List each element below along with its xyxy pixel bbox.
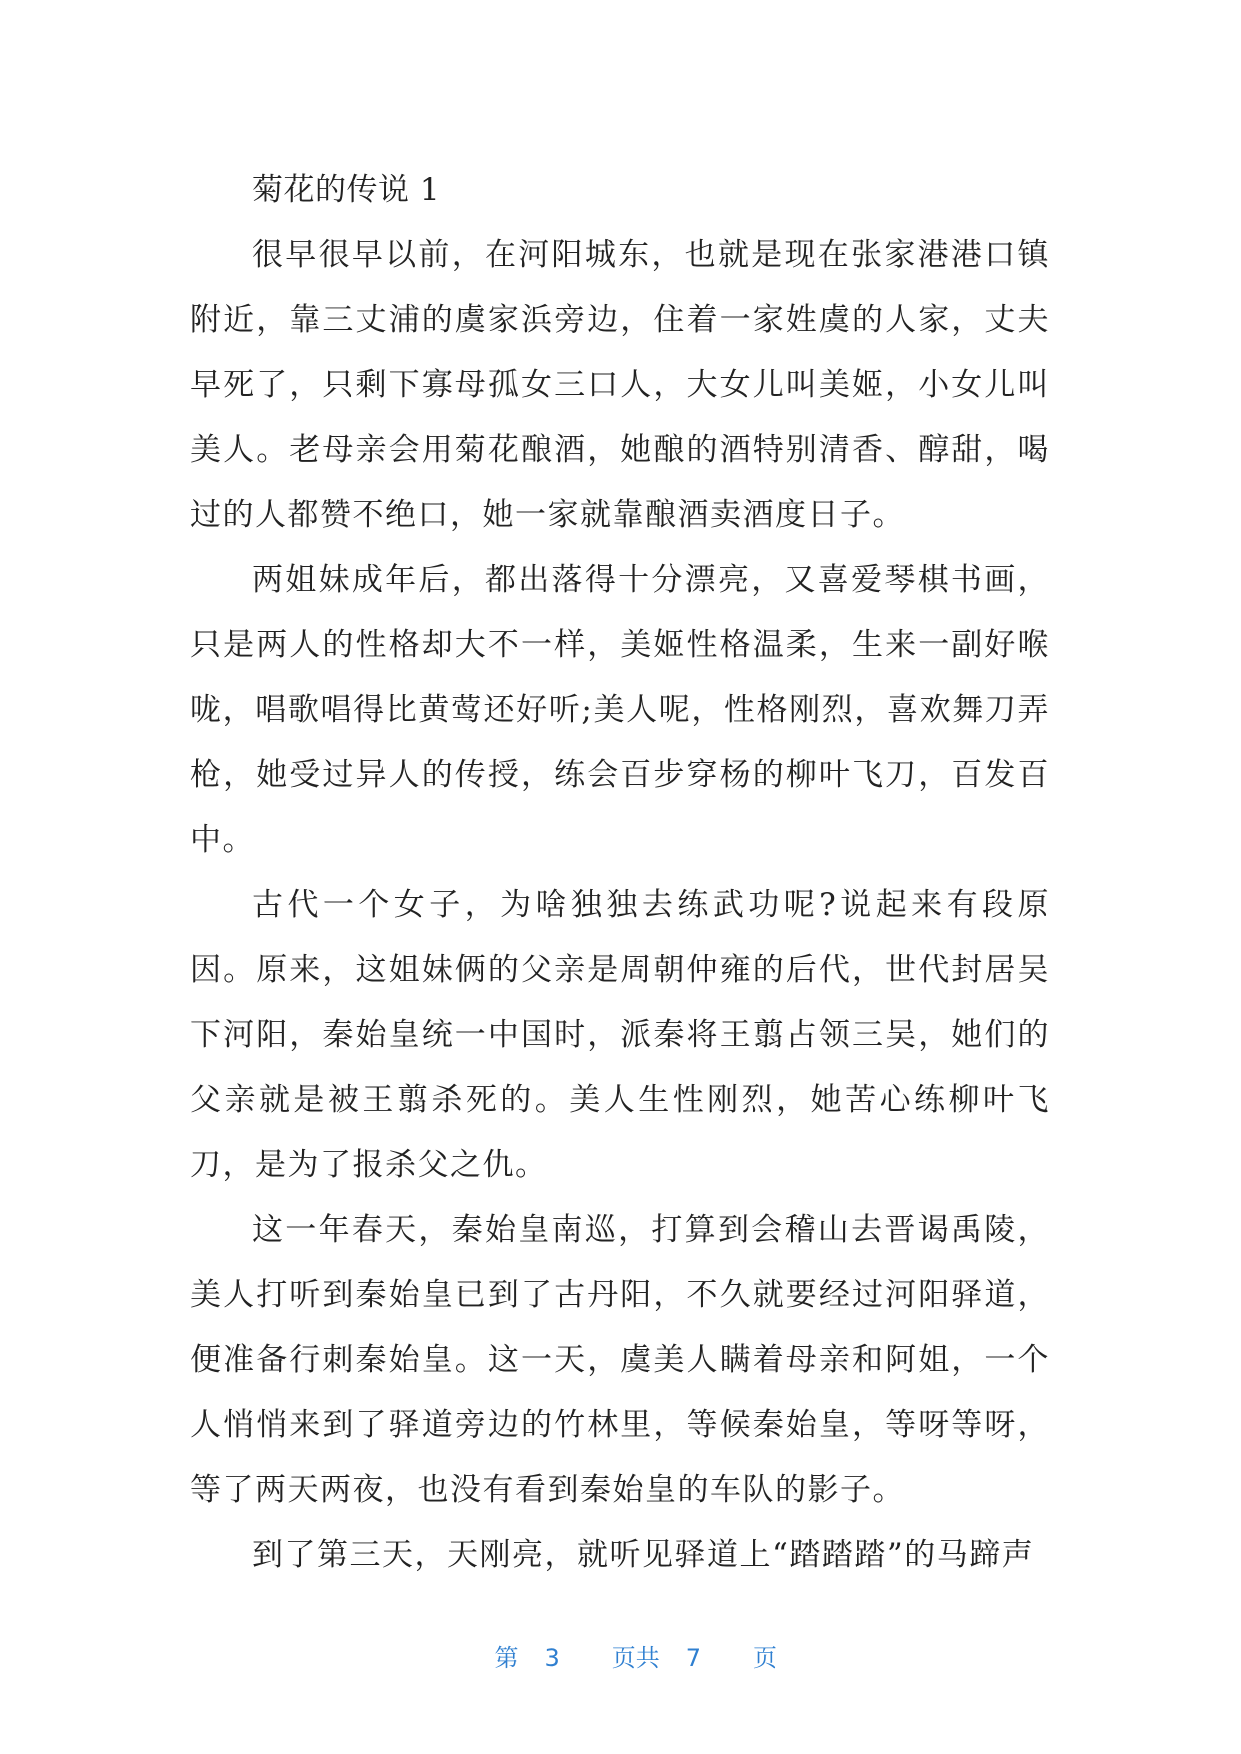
section-title: 菊花的传说 1 [252, 172, 441, 208]
paragraph-4: 这一年春天，秦始皇南巡，打算到会稽山去晋谒禹陵，美人打听到秦始皇已到了古丹阳，不久就要经过河阳驿道，便准备行刺秦始皇。这一天，虞美人瞒着母亲和阿姐，一个人悄悄来到了驿道旁边的竹林里，等候秦始皇，等呀等呀，等了两天两夜，也没有看到秦始皇的车队的影子。 [190, 1212, 1050, 1508]
paragraph-5: 到了第三天，天刚亮，就听见驿道上“踏踏踏”的马蹄声 [252, 1537, 1035, 1573]
paragraph-2: 两姐妹成年后，都出落得十分漂亮，又喜爱琴棋书画，只是两人的性格却大不一样，美姬性格温柔，生来一副好喉咙，唱歌唱得比黄莺还好听;美人呢，性格刚烈，喜欢舞刀弄枪，她受过异人的传授，练会百步穿杨的柳叶飞刀，百发百中。 [190, 562, 1050, 858]
current-page-number: 3 [544, 1644, 560, 1672]
document-body [190, 158, 1050, 1588]
total-pages-number: 7 [685, 1644, 702, 1672]
page-label-middle: 页共 [611, 1644, 660, 1672]
page-label-prefix: 第 [494, 1644, 519, 1672]
page-label-suffix: 页 [753, 1644, 778, 1672]
page-footer [0, 1610, 1241, 1701]
paragraph-1: 很早很早以前，在河阳城东，也就是现在张家港港口镇附近，靠三丈浦的虞家浜旁边，住着一家姓虞的人家，丈夫早死了，只剩下寡母孤女三口人，大女儿叫美姬，小女儿叫美人。老母亲会用菊花酿酒，她酿的酒特别清香、醇甜，喝过的人都赞不绝口，她一家就靠酿酒卖酒度日子。 [190, 237, 1050, 533]
paragraph-3: 古代一个女子，为啥独独去练武功呢?说起来有段原因。原来，这姐妹俩的父亲是周朝仲雍的后代，世代封居吴下河阳，秦始皇统一中国时，派秦将王翦占领三吴，她们的父亲就是被王翦杀死的。美人生性刚烈，她苦心练柳叶飞刀，是为了报杀父之仇。 [190, 887, 1050, 1183]
